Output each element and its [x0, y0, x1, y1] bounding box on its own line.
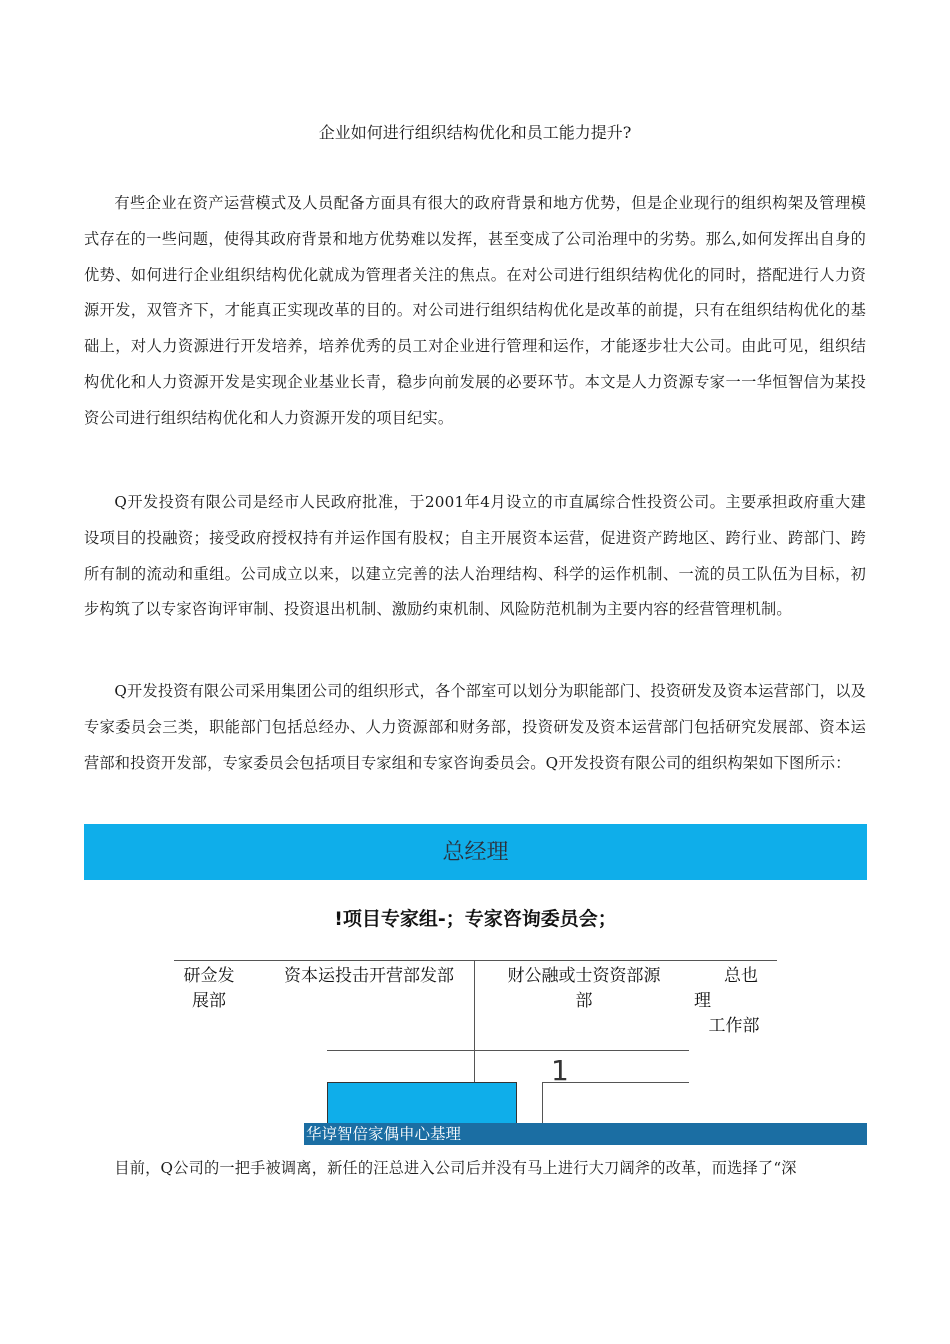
dept-mid-line	[327, 1050, 689, 1051]
dept-top-line	[174, 960, 777, 961]
dept-research	[176, 964, 242, 1014]
dept-finance-hr	[484, 964, 684, 1014]
dept-finance-hr-line1: 财公融或士资资部源	[507, 966, 661, 986]
dept-general-office	[694, 964, 774, 1039]
dept-research-line2: 展部	[192, 991, 226, 1011]
dept-general-office-line3: 工作部	[708, 1016, 760, 1036]
page-title: 企业如何进行组织结构优化和员工能力提升?	[318, 123, 632, 142]
org-chart	[84, 824, 867, 1146]
dept-finance-hr-line2: 部	[575, 991, 593, 1011]
dept-research-line1: 研佥发	[183, 966, 235, 986]
paragraph-company: Q开发投资有限公司是经市人民政府批准，于2001年4月设立的市直属综合性投资公司。主要承担政府重大建设项目的投融资；接受政府授权持有并运作国有股权；自主开展资本运营，促进资产跨地区、跨行业、跨部门、跨所有制的流动和重组。公司成立以来，以建立完善的法人治理结构、科学的运作机制、一流的员工队伍为目标，初步构筑了以专家咨询评审制、投资退出机制、激励约束机制、风险防范机制为主要内容的经营管理机制。	[84, 493, 866, 619]
dept-divider	[474, 960, 475, 1084]
expert-committee-label: !项目专家组-；专家咨询委员会；	[334, 908, 617, 930]
paragraph-intro: 有些企业在资产运营模式及人员配备方面具有很大的政府背景和地方优势，但是企业现行的组织构架及管理模式存在的一些问题，使得其政府背景和地方优势难以发挥，甚至变成了公司治理中的劣势。那么,如何发挥出自身的优势、如何进行企业组织结构优化就成为管理者关注的焦点。在对公司进行组织结构优化的同时，搭配进行人力资源开发，双管齐下，才能真正实现改革的目的。对公司进行组织结构优化是改革的前提，只有在组织结构优化的基础上，对人力资源进行开发培养，培养优秀的员工对企业进行管理和运作，才能逐步壮大公司。由此可见，组织结构优化和人力资源开发是实现企业基业长青，稳步向前发展的必要环节。本文是人力资源专家一一华恒智信为某投资公司进行组织结构优化和人力资源开发的项目纪实。	[84, 194, 866, 427]
dept-general-office-line2: 理	[694, 991, 711, 1011]
number-mark: 1	[551, 1054, 569, 1087]
dept-general-office-line1: 总也	[724, 966, 758, 986]
dept-right-vline	[542, 1082, 543, 1124]
bottom-bar-label: 华谆智倍家偶申心基理	[306, 1125, 462, 1143]
paragraph-current: 目前，Q公司的一把手被调离，新任的汪总进入公司后并没有马上进行大刀阔斧的改革，而选择了“深	[114, 1159, 797, 1177]
dept-capital-investment: 资本运投击开营部发部	[284, 966, 454, 986]
paragraph-structure: Q开发投资有限公司采用集团公司的组织形式，各个部室可以划分为职能部门、投资研发及资本运营部门，以及专家委员会三类，职能部门包括总经办、人力资源部和财务部，投资研发及资本运营部门包括研究发展部、资本运营部和投资开发部，专家委员会包括项目专家组和专家咨询委员会。Q开发投资有限公司的组织构架如下图所示：	[84, 682, 866, 772]
sub-dept-box	[327, 1082, 517, 1126]
general-manager-label: 总经理	[442, 840, 509, 865]
dept-general-office-clip	[684, 964, 784, 1036]
